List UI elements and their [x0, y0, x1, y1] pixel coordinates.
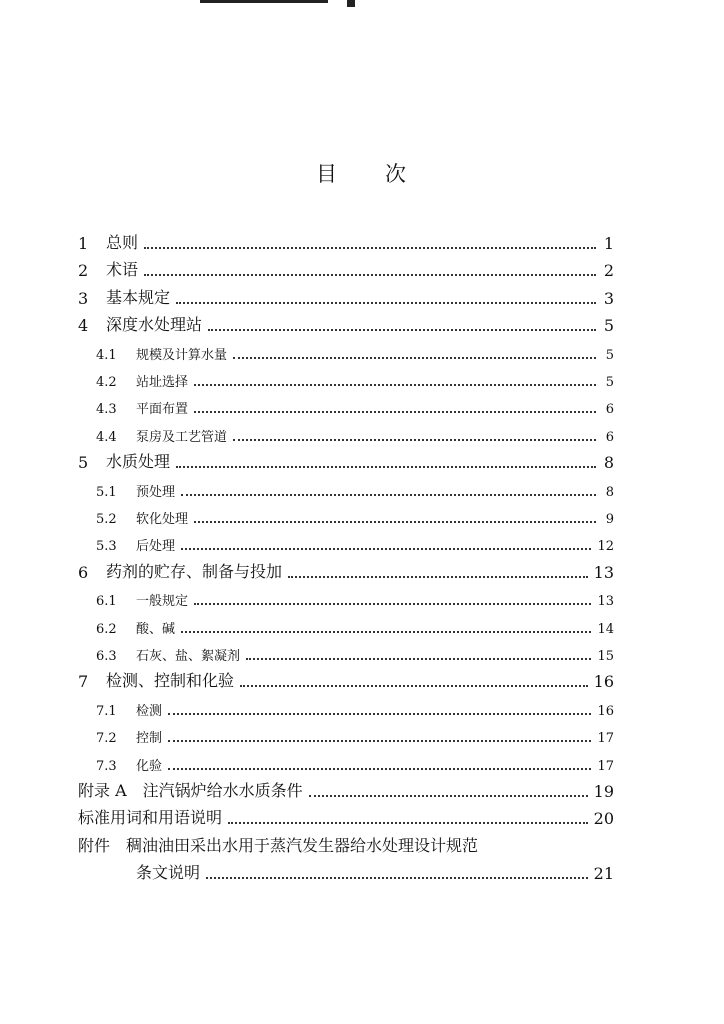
toc-entry-text: 软化处理	[136, 512, 189, 527]
toc-entry-page: 17	[597, 731, 614, 747]
toc-entry-text: 平面布置	[136, 402, 189, 418]
toc-entry-text: 标准用词和用语说明	[78, 808, 223, 828]
toc-entry-page: 8	[603, 453, 614, 473]
toc-entry-number: 4.4	[96, 429, 117, 445]
leader-dots	[181, 493, 596, 496]
toc-entry[interactable]	[78, 804, 614, 828]
toc-entry[interactable]	[78, 339, 614, 363]
toc-entry[interactable]	[78, 256, 614, 280]
leader-dots	[206, 876, 588, 879]
toc-entry[interactable]	[78, 695, 614, 719]
toc-entry-number: 5.1	[96, 484, 117, 500]
leader-dots	[176, 465, 596, 468]
toc-entry[interactable]	[78, 613, 614, 637]
toc-entry[interactable]	[78, 640, 614, 664]
toc-entry-number: 4.2	[96, 375, 117, 390]
toc-entry-page: 16	[593, 672, 614, 692]
leader-dots	[194, 410, 596, 413]
leader-dots	[233, 356, 596, 359]
leader-dots	[246, 657, 591, 660]
toc-entry-page: 17	[597, 758, 614, 774]
toc-entry-number: 6.3	[96, 649, 117, 664]
toc-entry-text: 站址选择	[136, 375, 189, 390]
toc-entry-page: 9	[605, 512, 614, 527]
toc-entry-text: 一般规定	[136, 594, 189, 610]
toc-entry-page: 6	[605, 429, 614, 445]
toc-entry-number: 7.1	[96, 703, 117, 719]
toc-entry-text: 深度水处理站	[106, 315, 203, 335]
toc-entry-page: 5	[605, 375, 614, 390]
toc-entry-number: 6	[78, 562, 89, 582]
toc-entry-text: 水质处理	[106, 452, 171, 472]
toc-entry-number: 6.1	[96, 594, 117, 610]
leader-dots	[144, 246, 596, 249]
leader-dots	[144, 273, 596, 276]
toc-entry-text: 术语	[106, 260, 139, 280]
toc-entry[interactable]	[78, 558, 614, 582]
toc-entry-page: 5	[605, 347, 614, 363]
toc-entry-text: 检测、控制和化验	[106, 671, 235, 691]
toc-entry-text: 总则	[106, 233, 139, 252]
toc-entry-number: 3	[78, 288, 89, 308]
leader-dots	[233, 438, 596, 441]
toc-entry[interactable]	[78, 503, 614, 527]
leader-dots	[168, 739, 591, 742]
toc-entry-page: 2	[603, 261, 614, 281]
toc-entry[interactable]	[78, 393, 614, 417]
toc-entry-number: 6.2	[96, 621, 117, 637]
toc-entry-page: 5	[603, 316, 614, 336]
toc-entry-page: 8	[605, 484, 614, 500]
toc-entry-number: 7.3	[96, 758, 117, 774]
toc-entry-number: 4	[78, 316, 89, 336]
title-part-2: 次	[385, 162, 408, 186]
toc-entry-number: 4.1	[96, 347, 117, 363]
toc-entry[interactable]	[78, 530, 614, 554]
leader-dots	[309, 794, 588, 797]
toc-entry[interactable]	[78, 448, 614, 472]
toc-entry-text: 泵房及工艺管道	[136, 429, 228, 445]
toc-entry[interactable]	[78, 585, 614, 609]
toc-entry-text: 规模及计算水量	[136, 347, 228, 363]
leader-dots	[168, 712, 591, 715]
leader-dots	[181, 547, 591, 550]
leader-dots	[181, 630, 591, 633]
toc-entry-page: 19	[593, 782, 614, 801]
toc-entry[interactable]	[78, 311, 614, 335]
leader-dots	[288, 575, 588, 578]
toc-entry-text: 预处理	[136, 484, 176, 500]
toc-entry[interactable]	[78, 722, 614, 746]
toc-entry-number: 2	[78, 261, 89, 281]
toc-entry-page: 6	[605, 402, 614, 418]
toc-entry-number: 5.3	[96, 539, 117, 555]
toc-entry-page: 20	[593, 809, 614, 829]
leader-dots	[208, 328, 596, 331]
toc-entry-number: 5.2	[96, 512, 117, 527]
toc-entry[interactable]	[78, 229, 614, 253]
leader-dots	[228, 821, 588, 824]
toc-entry-number: 7	[78, 672, 89, 692]
toc-entry-text: 检测	[136, 703, 163, 719]
toc-entry-page: 3	[603, 288, 614, 308]
toc-entry-text: 条文说明	[136, 863, 201, 883]
toc-entry-page: 1	[603, 234, 614, 253]
toc-entry[interactable]	[78, 366, 614, 390]
toc-entry[interactable]	[78, 667, 614, 691]
toc-entry-page: 16	[597, 703, 614, 719]
toc-entry[interactable]	[78, 750, 614, 774]
toc-entry-text: 后处理	[136, 539, 176, 555]
leader-dots	[194, 383, 596, 386]
toc-entry-text: 控制	[136, 731, 163, 747]
toc-entry-text: 化验	[136, 758, 163, 774]
toc-entry[interactable]	[78, 777, 614, 801]
toc-entry[interactable]	[78, 421, 614, 445]
toc-entry-number: 4.3	[96, 402, 117, 418]
toc-entry-text: 基本规定	[106, 287, 171, 307]
toc-entry-number: 5	[78, 453, 89, 473]
toc-entry-text: 药剂的贮存、制备与投加	[106, 561, 283, 581]
toc-continuation-row[interactable]	[78, 859, 614, 883]
leader-dots	[240, 684, 588, 687]
toc-entry-number: 7.2	[96, 731, 117, 747]
toc-entry-page: 14	[597, 621, 614, 637]
leader-dots	[176, 301, 596, 304]
toc-entry-page: 12	[597, 539, 614, 555]
toc-entry-page: 15	[597, 649, 614, 664]
toc-entry-number: 1	[78, 234, 89, 253]
leader-dots	[194, 520, 596, 523]
toc-entry[interactable]	[78, 832, 614, 856]
leader-dots	[168, 767, 591, 770]
toc-entry-page: 21	[593, 864, 614, 884]
toc-entry-text: 附件 稠油油田采出水用于蒸汽发生器给水处理设计规范	[78, 835, 479, 855]
toc-entry-text: 石灰、盐、絮凝剂	[136, 649, 241, 664]
toc-entry[interactable]	[78, 476, 614, 500]
toc-entry-page: 13	[597, 594, 614, 610]
toc-entry-text: 附录 A 注汽锅炉给水水质条件	[78, 781, 303, 800]
toc-entry[interactable]	[78, 284, 614, 308]
toc-entry-text: 酸、碱	[136, 621, 176, 637]
title-part-1: 目	[316, 162, 339, 186]
leader-dots	[194, 602, 591, 605]
toc-entry-page: 13	[593, 562, 614, 582]
